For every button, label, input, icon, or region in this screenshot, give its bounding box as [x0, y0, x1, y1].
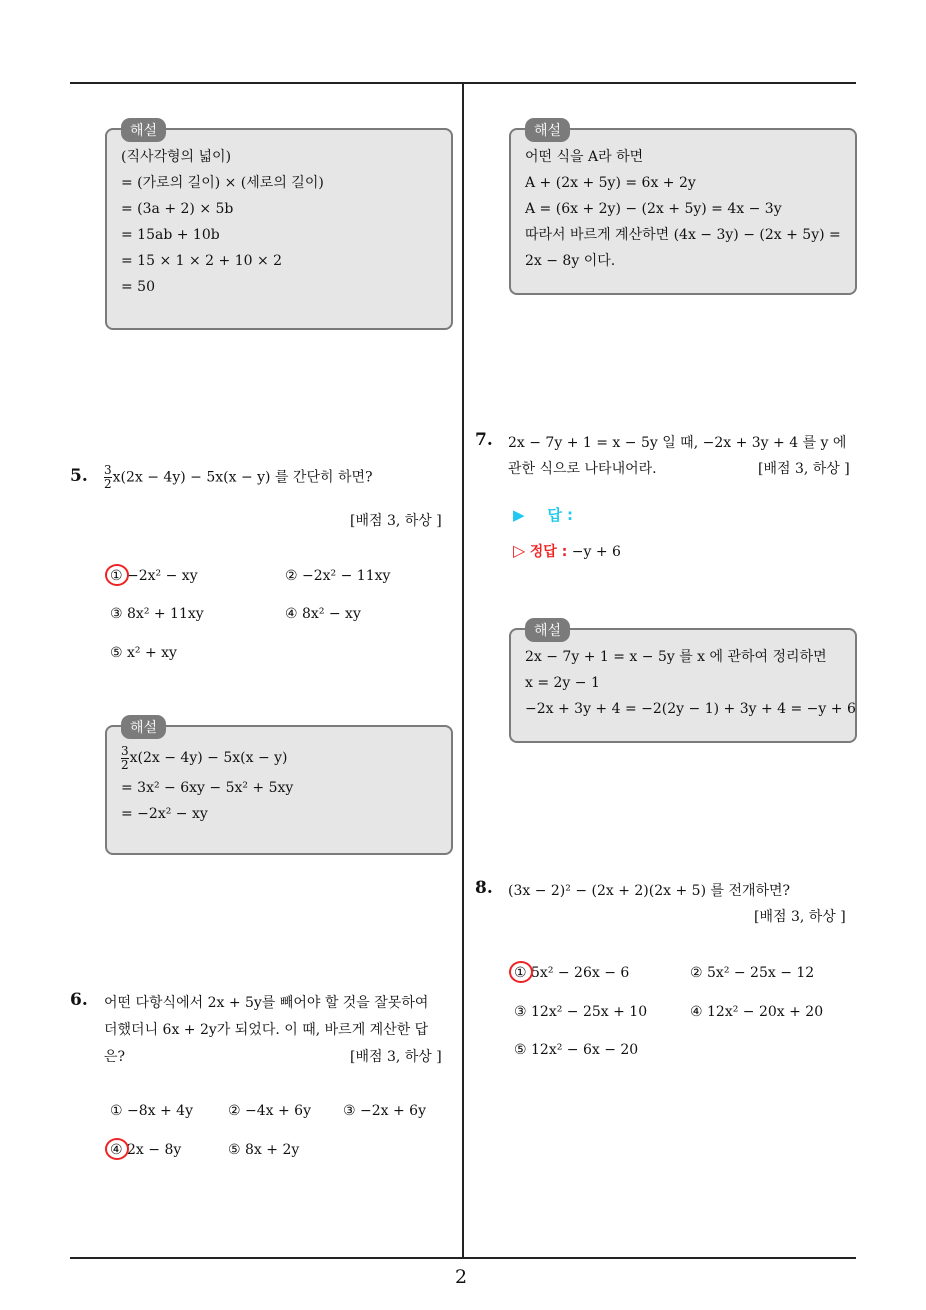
solution-box-rectangle-area — [105, 123, 453, 330]
solution-line: x = 2y − 1 — [525, 675, 600, 691]
q8-option-1[interactable]: ① 5x² − 26x − 6 — [514, 965, 630, 981]
question-6-line: 더했더니 6x + 2y가 되었다. 이 때, 바르게 계산한 답 — [104, 1022, 429, 1038]
question-5-expression: x(2x − 4y) − 5x(x − y) 를 간단히 하면? — [112, 469, 373, 486]
correct-answer-row — [513, 541, 621, 561]
q5-option-4[interactable]: ④ 8x² − xy — [285, 606, 361, 622]
solution-badge: 해설 — [525, 618, 570, 642]
solution-line: = −2x² − xy — [121, 806, 208, 822]
question-7-line: 2x − 7y + 1 = x − 5y 일 때, −2x + 3y + 4 를 y 에 — [508, 435, 847, 451]
correct-answer-label: 정답 : — [529, 544, 568, 560]
q6-option-3[interactable]: ③ −2x + 6y — [343, 1103, 426, 1119]
selected-answer-circle — [509, 961, 533, 983]
q6-option-1[interactable]: ① −8x + 4y — [110, 1103, 193, 1119]
solution-box-q6 — [509, 123, 857, 295]
answer-arrow-icon: ▶ — [513, 506, 525, 524]
q6-option-4[interactable]: ④ 2x − 8y — [110, 1142, 182, 1158]
solution-line: −2x + 3y + 4 = −2(2y − 1) + 3y + 4 = −y + 6 — [525, 701, 856, 717]
solution-badge: 해설 — [525, 118, 570, 142]
solution-line: 2x − 8y 이다. — [525, 253, 616, 269]
solution-line: = (3a + 2) × 5b — [121, 201, 234, 217]
solution-line: = 15ab + 10b — [121, 227, 220, 243]
question-5-score: [배점 3, 하상 ] — [350, 513, 442, 529]
fraction — [104, 464, 112, 491]
selected-answer-circle — [105, 1138, 129, 1160]
solution-line: = 50 — [121, 279, 155, 295]
question-6-line: 은? — [104, 1049, 126, 1065]
question-6-number: 6. — [70, 990, 88, 1010]
question-8-score: [배점 3, 하상 ] — [754, 909, 846, 925]
solution-line: A + (2x + 5y) = 6x + 2y — [525, 175, 696, 191]
solution-line: = 15 × 1 × 2 + 10 × 2 — [121, 253, 283, 269]
question-7-line: 관한 식으로 나타내어라. — [508, 461, 657, 477]
solution-line: = (가로의 길이) × (세로의 길이) — [121, 175, 324, 191]
page-number: 2 — [455, 1266, 468, 1288]
solution-badge: 해설 — [121, 715, 166, 739]
solution-line: A = (6x + 2y) − (2x + 5y) = 4x − 3y — [525, 201, 782, 217]
q5-option-5[interactable]: ⑤ x² + xy — [110, 645, 177, 661]
solution-line: 따라서 바르게 계산하면 (4x − 3y) − (2x + 5y) = — [525, 227, 841, 243]
question-8-number: 8. — [475, 878, 493, 898]
q6-option-5[interactable]: ⑤ 8x + 2y — [228, 1142, 300, 1158]
selected-answer-circle — [105, 564, 129, 586]
correct-arrow-icon: ▷ — [513, 541, 526, 560]
column-divider — [462, 84, 464, 1258]
q5-option-1[interactable]: ① −2x² − xy — [110, 568, 198, 584]
solution-box-q7 — [509, 623, 857, 743]
solution-line: 2x − 7y + 1 = x − 5y 를 x 에 관하여 정리하면 — [525, 649, 827, 665]
question-7-score: [배점 3, 하상 ] — [758, 461, 850, 477]
question-6-score: [배점 3, 하상 ] — [350, 1049, 442, 1065]
q8-option-4[interactable]: ④ 12x² − 20x + 20 — [690, 1004, 824, 1020]
question-7-number: 7. — [475, 430, 493, 450]
answer-label: 답 : — [547, 506, 574, 524]
solution-badge: 해설 — [121, 118, 166, 142]
q8-option-2[interactable]: ② 5x² − 25x − 12 — [690, 965, 815, 981]
solution-box-q5 — [105, 720, 453, 855]
bottom-rule — [70, 1257, 856, 1259]
solution-line: $\frac{3}{2}$ x(2x − 4y) − 5x(x − y) — [121, 743, 288, 772]
q6-option-2[interactable]: ② −4x + 6y — [228, 1103, 311, 1119]
fraction-denominator: 2 — [104, 477, 112, 491]
question-5-number: 5. — [70, 466, 88, 486]
solution-line: 어떤 식을 A라 하면 — [525, 149, 644, 165]
q5-option-3[interactable]: ③ 8x² + 11xy — [110, 606, 204, 622]
solution-line: = 3x² − 6xy − 5x² + 5xy — [121, 780, 294, 796]
q8-option-5[interactable]: ⑤ 12x² − 6x − 20 — [514, 1042, 639, 1058]
fraction-numerator: 3 — [104, 463, 112, 477]
question-6-line: 어떤 다항식에서 2x + 5y를 빼어야 할 것을 잘못하여 — [104, 995, 429, 1011]
fraction: $\frac{3}{2}$ — [121, 743, 129, 772]
correct-answer-value: −y + 6 — [571, 544, 621, 560]
question-5-text — [104, 464, 373, 491]
solution-line: (직사각형의 넓이) — [121, 149, 232, 165]
answer-input-row[interactable] — [513, 504, 573, 525]
q5-option-2[interactable]: ② −2x² − 11xy — [285, 568, 391, 584]
question-8-text: (3x − 2)² − (2x + 2)(2x + 5) 를 전개하면? — [508, 883, 791, 899]
q8-option-3[interactable]: ③ 12x² − 25x + 10 — [514, 1004, 648, 1020]
